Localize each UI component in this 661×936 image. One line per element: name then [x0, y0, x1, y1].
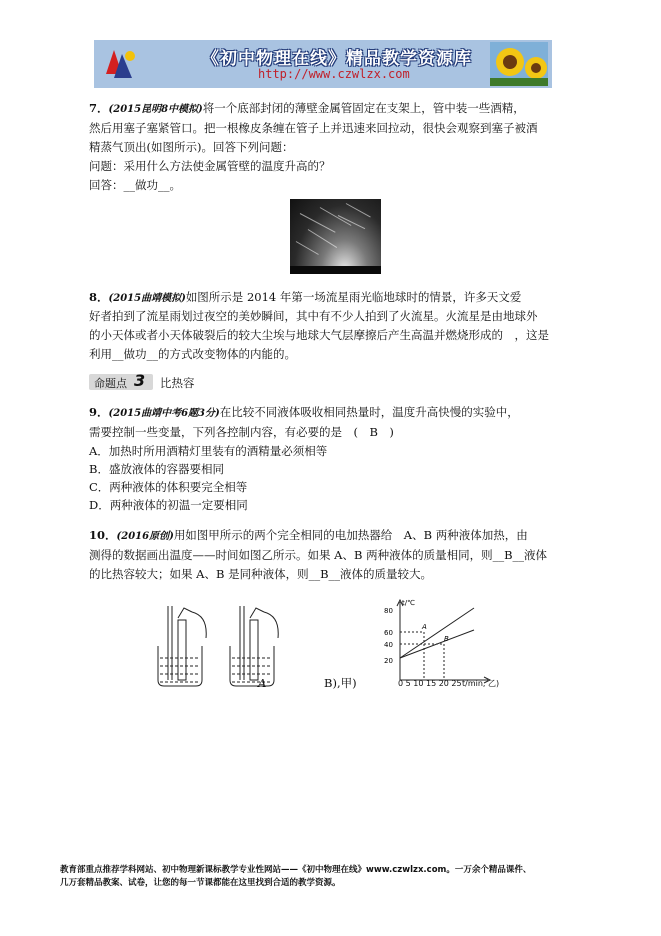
y-tick-80: 80 — [384, 607, 393, 615]
line-a — [400, 608, 474, 658]
q10-line3: 的比热容较大；如果 A、B 是同种液体，则__B__液体的质量较大。 — [89, 567, 433, 581]
q9-option-b: B．盛放液体的容器要相同 — [89, 462, 224, 476]
heater-beakers-figure — [148, 598, 298, 690]
q10-line2: 测得的数据画出温度——时间如图乙所示。如果 A、B 两种液体的质量相同，则__B__液体 — [89, 548, 548, 562]
footer-line1: 教育部重点推荐学科网站、初中物理新课标教学专业性网站——《初中物理在线》www.czwlzx.com。一万余个精品课件、 — [60, 865, 532, 875]
q9-option-c: C．两种液体的体积要完全相等 — [89, 480, 248, 494]
graph-ylabel: t/℃ — [402, 599, 415, 607]
q7-answer-value: __做功__ — [123, 178, 170, 192]
q7-line3: 精蒸气顶出(如图所示)。回答下列问题： — [89, 140, 294, 154]
y-tick-60: 60 — [384, 629, 393, 637]
q7-answer: 回答：__做功__。 — [89, 178, 181, 192]
q8-line1: 8．(2015曲靖模拟)如图所示是 2014 年第一场流星雨光临地球时的情景，许多天文爱 — [89, 290, 522, 304]
graph-xlabel: t/min, 乙) — [462, 679, 500, 688]
q8-line2: 好者拍到了流星雨划过夜空的美妙瞬间，其中有不少人拍到了火流星。火流星是由地球外 — [89, 309, 538, 323]
y-tick-20: 20 — [384, 657, 393, 665]
q7-question: 问题：采用什么方法使金属管壁的温度升高的？ — [89, 159, 331, 173]
graph-xticks: 0 5 10 15 20 25 — [398, 679, 462, 688]
footer-line2: 几万套精品教案、试卷，让您的每一节课都能在这里找到合适的教学资源。 — [60, 878, 341, 888]
q9-line2: 需要控制一些变量，下列各控制内容，有必要的是 ( B ) — [89, 425, 394, 439]
q10-line1: 10．(2016原创)用如图甲所示的两个完全相同的电加热器给 A、B 两种液体加热，由 — [89, 528, 528, 542]
q9-line1: 9．(2015曲靖中考6题3分)在比较不同液体吸收相同热量时，温度升高快慢的实验中， — [89, 405, 519, 419]
section-badge: 命题点 3 — [89, 374, 153, 390]
q9-option-d: D．两种液体的初温一定要相同 — [89, 498, 248, 512]
banner-url[interactable]: http://www.czwlzx.com — [258, 67, 410, 81]
q7-line1: 7．(2015昆明8中模拟)将一个底部封闭的薄壁金属管固定在支架上，管中装一些酒精， — [89, 101, 525, 115]
meteor-shower-photo — [290, 199, 381, 274]
q7-line2: 然后用塞子塞紧管口。把一根橡皮条缠在管子上并迅速来回拉动，很快会观察到塞子被酒 — [89, 121, 538, 135]
line-a-label: A — [422, 623, 427, 631]
q8-answer-value: __做功__ — [112, 347, 158, 361]
line-b-label: B — [444, 635, 449, 643]
banner-title: 《初中物理在线》精品教学资源库 — [202, 49, 472, 69]
figure-label-a: A — [258, 676, 267, 690]
sunflower-icon — [490, 42, 548, 86]
section-title: 比热容 — [160, 376, 195, 390]
site-logo-icon — [100, 44, 140, 84]
q8-line3: 的小天体或者小天体破裂后的较大尘埃与地球大气层摩擦后产生高温并燃烧形成的 ，这是 — [89, 328, 549, 342]
q8-line4: 利用__做功__的方式改变物体的内能的。 — [89, 347, 296, 361]
page-footer — [60, 864, 620, 890]
y-tick-40: 40 — [384, 641, 393, 649]
q9-option-a: A．加热时所用酒精灯里装有的酒精量必须相等 — [89, 444, 328, 458]
figure-label-b: B),甲) — [324, 676, 357, 690]
header-banner — [94, 40, 552, 88]
